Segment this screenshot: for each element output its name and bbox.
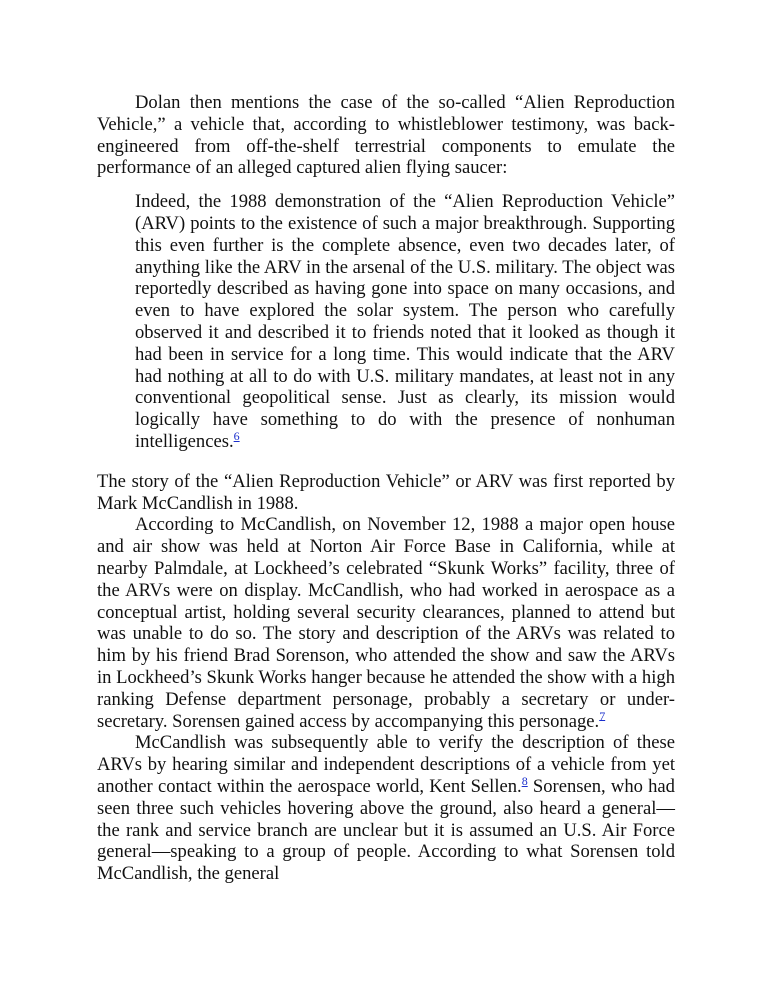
block-quote-text: Indeed, the 1988 demonstration of the “Alien Reproduction Vehicle” (ARV) points to the existence of such a major breakthrough. Supporting this even further is the complete absence, even two decades later, of anything like the ARV in the arsenal of the U.S. military. The object was reportedly described as having gone into space on many occasions, and even to have explored the solar system. The person who carefully observed it and described it to friends noted that it looked as though it had been in service for a long time. This would indicate that the ARV had nothing at all to do with U.S. military mandates, at least not in any conventional geopolitical sense. Just as clearly, its mission would logically have something to do with the presence of nonhuman intelligences. — [135, 191, 675, 452]
paragraph-arv-story: The story of the “Alien Reproduction Vehicle” or ARV was first reported by Mark McCandlish in 1988. — [97, 470, 675, 514]
block-quote — [135, 191, 675, 453]
paragraph-verification-text-after: Sorensen, who had seen three such vehicles hovering above the ground, also heard a general—the rank and service branch are unclear but it is assumed an U.S. Air Force general—speaking to a group of people. According to what Sorensen told McCandlish, the general — [97, 775, 675, 885]
paragraph-verification-text-before: McCandlish was subsequently able to verify the description of these ARVs by hearing similar and independent descriptions of a vehicle from yet another contact within the aerospace world, Kent Sellen. — [97, 732, 675, 797]
footnote-link-8[interactable]: 8 — [521, 773, 528, 788]
paragraph-mccandlish-text: According to McCandlish, on November 12, 1988 a major open house and air show was held at Norton Air Force Base in California, while at nearby Palmdale, at Lockheed’s celebrated “Skunk Works” facility, three of the ARVs were on display. McCandlish, who had worked in aerospace as a conceptual artist, holding several security clearances, planned to attend but was unable to do so. The story and description of the ARVs was related to him by his friend Brad Sorenson, who attended the show and saw the ARVs in Lockheed’s Skunk Works hanger because he attended the show with a high ranking Defense department personage, probably a secretary or under-secretary. Sorensen gained access by accompanying this personage. — [97, 514, 675, 732]
footnote-link-6[interactable]: 6 — [233, 428, 240, 443]
footnote-link-7[interactable]: 7 — [599, 708, 606, 723]
paragraph-dolan-intro: Dolan then mentions the case of the so-called “Alien Reproduction Vehicle,” a vehicle that, according to whistleblower testimony, was back-engineered from off-the-shelf terrestrial components to emulate the performance of an alleged captured alien flying saucer: — [97, 92, 675, 179]
paragraph-verification — [97, 732, 675, 885]
paragraph-mccandlish-account — [97, 514, 675, 732]
